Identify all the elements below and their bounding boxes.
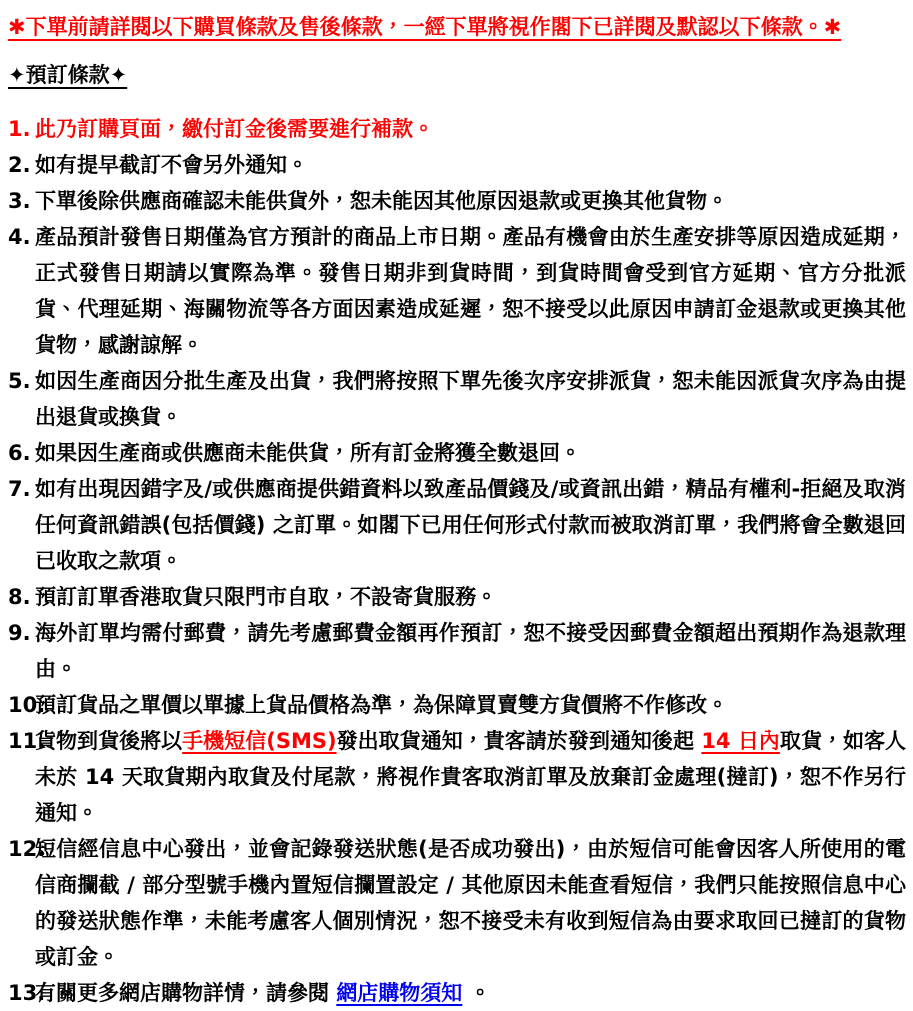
shop-notice-link[interactable]: 網店購物須知	[336, 981, 463, 1005]
term-number: 3.	[8, 189, 31, 213]
pickup-deadline-emphasis: 14 日內	[701, 729, 780, 753]
term-text: 如有出現因錯字及/或供應商提供錯資料以致產品價錢及/或資訊出錯，精品有權利-拒絕及取消任何資訊錯誤(包括價錢) 之訂單。如閣下已用任何形式付款而被取消訂單，我們將會全數退回已收取之款項。	[35, 477, 906, 573]
term-item-10	[8, 687, 906, 723]
term-number: 13.	[8, 981, 46, 1005]
term-number: 1.	[8, 117, 31, 141]
term-item-8	[8, 579, 906, 615]
term-text: 預訂貨品之單價以單據上貨品價格為準，為保障買賣雙方貨價將不作修改。	[35, 693, 728, 717]
term-text-pre: 有關更多網店購物詳情，請參閱	[35, 981, 337, 1005]
term-item-2	[8, 147, 906, 183]
term-text-mid: 發出取貨通知，貴客請於發到通知後起	[336, 729, 702, 753]
term-item-3	[8, 183, 906, 219]
term-item-7	[8, 471, 906, 579]
term-item-4	[8, 219, 906, 363]
term-text: 此乃訂購頁面，繳付訂金後需要進行補款。	[35, 117, 434, 141]
term-number: 5.	[8, 369, 31, 393]
term-number: 11.	[8, 729, 46, 753]
terms-list	[8, 111, 906, 1011]
term-text: 海外訂單均需付郵費，請先考慮郵費金額再作預訂，恕不接受因郵費金額超出預期作為退款理由。	[35, 621, 906, 681]
section-title	[8, 61, 906, 90]
term-number: 8.	[8, 585, 31, 609]
term-number: 6.	[8, 441, 31, 465]
term-item-1	[8, 111, 906, 147]
term-item-5	[8, 363, 906, 435]
term-item-9	[8, 615, 906, 687]
term-number: 10.	[8, 693, 46, 717]
header-warning-notice: ✱下單前請詳閱以下購買條款及售後條款，一經下單將視作閣下已詳閱及默認以下條款。✱	[8, 15, 842, 39]
section-title-text: ✦預訂條款✦	[8, 63, 128, 87]
term-text: 產品預計發售日期僅為官方預計的商品上市日期。產品有機會由於生產安排等原因造成延期，正式發售日期請以實際為準。發售日期非到貨時間，到貨時間會受到官方延期、官方分批派貨、代理延期、海關物流等各方面因素造成延遲，恕不接受以此原因申請訂金退款或更換其他貨物，感謝諒解。	[35, 225, 906, 357]
term-item-12	[8, 831, 906, 975]
term-text-post: 。	[462, 981, 491, 1005]
term-text: 下單後除供應商確認未能供貨外，恕未能因其他原因退款或更換其他貨物。	[35, 189, 728, 213]
term-text: 短信經信息中心發出，並會記錄發送狀態(是否成功發出)，由於短信可能會因客人所使用的電信商攔截 / 部分型號手機內置短信攔置設定 / 其他原因未能查看短信，我們只能按照信息中心的發送狀態作準，未能考慮客人個別情況，恕不接受未有收到短信為由要求取回已撻訂的貨物或訂金。	[35, 837, 906, 969]
term-item-11	[8, 723, 906, 831]
term-number: 7.	[8, 477, 31, 501]
term-text: 預訂訂單香港取貨只限門市自取，不設寄貨服務。	[35, 585, 497, 609]
term-text: 如因生產商因分批生產及出貨，我們將按照下單先後次序安排派貨，恕未能因派貨次序為由提出退貨或換貨。	[35, 369, 906, 429]
term-text: 如果因生產商或供應商未能供貨，所有訂金將獲全數退回。	[35, 441, 581, 465]
term-number: 12.	[8, 837, 46, 861]
term-item-6	[8, 435, 906, 471]
term-item-13	[8, 975, 906, 1011]
term-text: 如有提早截訂不會另外通知。	[35, 153, 308, 177]
term-number: 9.	[8, 621, 31, 645]
term-number: 4.	[8, 225, 31, 249]
sms-notice-emphasis: 手機短信(SMS)	[182, 729, 337, 753]
term-text-post: 取貨，如客人未於 14 天取貨期內取貨及付尾款，將視作貴客取消訂單及放棄訂金處理(撻訂)，恕不作另行通知。	[35, 729, 907, 825]
term-text-pre: 貨物到貨後將以	[35, 729, 183, 753]
term-number: 2.	[8, 153, 31, 177]
